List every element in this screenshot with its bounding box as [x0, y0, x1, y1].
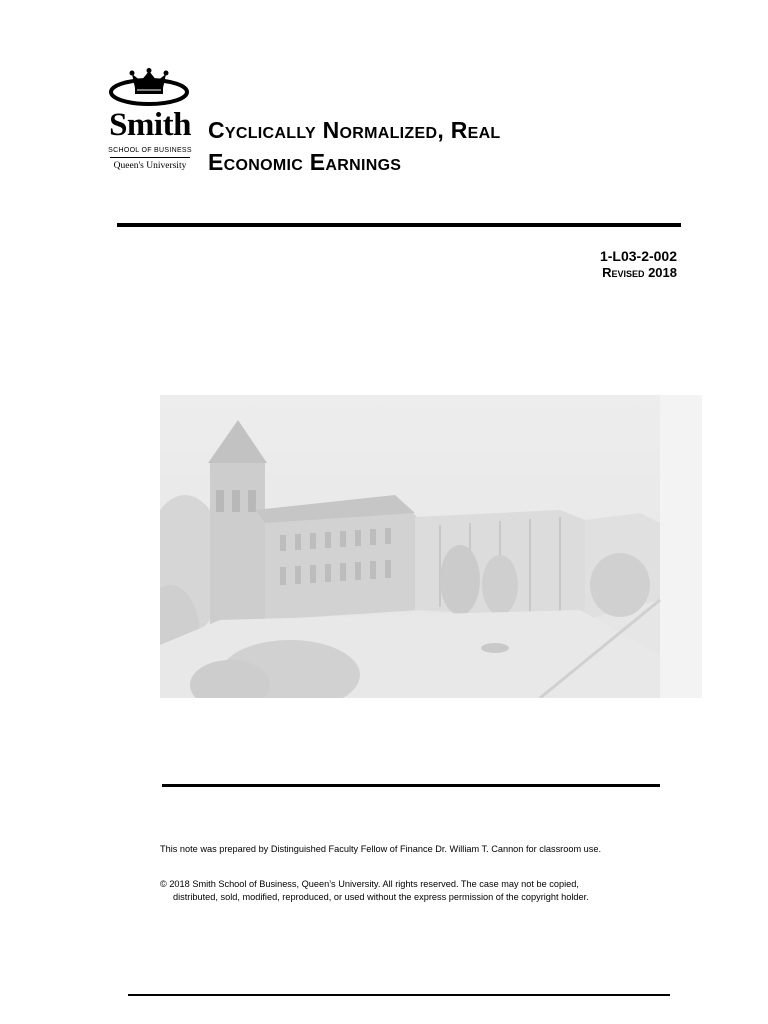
logo-wordmark: Smith [109, 107, 191, 143]
document-title [208, 114, 688, 178]
logo-university-name: Queen's University [113, 161, 187, 171]
top-divider [117, 223, 681, 227]
smith-logo [100, 68, 200, 176]
title-line-1: Cyclically Normalized, Real [208, 117, 501, 143]
bottom-divider [128, 994, 670, 996]
case-number: 1-L03-2-002 [599, 248, 677, 264]
crown-swirl-icon [104, 68, 194, 110]
copyright-line-1: © 2018 Smith School of Business, Queen’s University. All rights reserved. The case may not be copied, [160, 879, 579, 889]
copyright-notice [160, 878, 660, 904]
title-line-2: Economic Earnings [208, 149, 402, 175]
campus-building-sketch-icon [160, 395, 702, 698]
copyright-line-2: distributed, sold, modified, reproduced, or used without the express permission of the copyright holder. [173, 892, 589, 902]
logo-school-name: SCHOOL OF BUSINESS [108, 147, 192, 154]
revision-label: Revised 2018 [602, 265, 677, 280]
middle-divider [162, 784, 660, 787]
logo-divider [110, 157, 190, 158]
preparation-note: This note was prepared by Distinguished Faculty Fellow of Finance Dr. William T. Cannon for classroom use. [160, 844, 602, 854]
